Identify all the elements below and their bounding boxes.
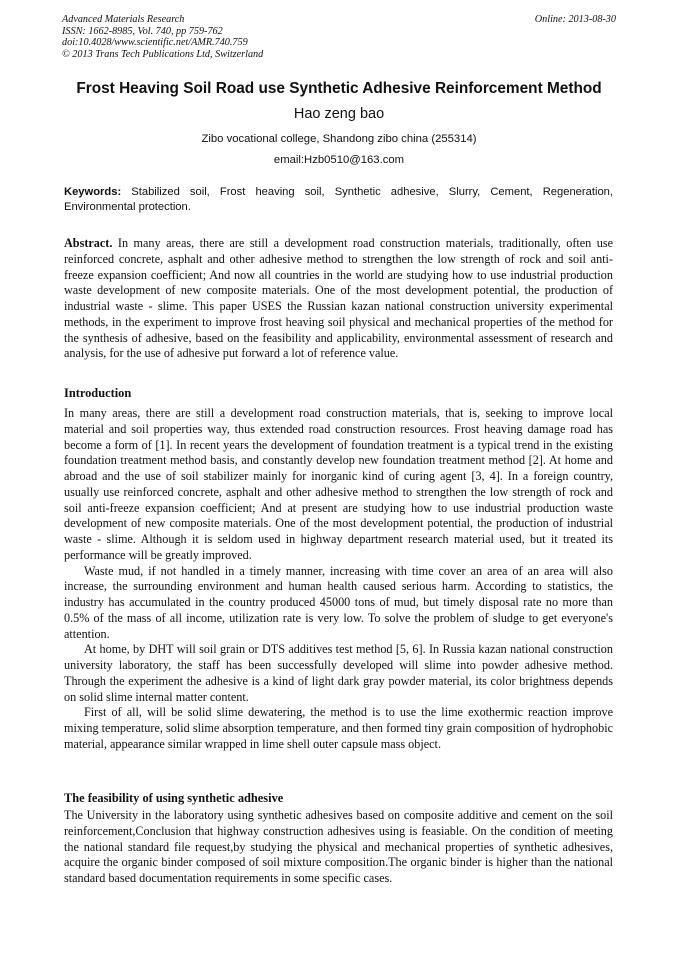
- issn-line: ISSN: 1662-8985, Vol. 740, pp 759-762: [62, 25, 223, 37]
- author-name: Hao zeng bao: [293, 106, 385, 122]
- paragraph: Waste mud, if not handled in a timely manner, increasing with time cover an area of an area will also increase, the surrounding environment and human health caused serious harm. According to statistics, the industry has accumulated in the country produced 45000 tons of mud, but timely disposal rate no more than 0.5% of the mass of all income, utilization rate is very low. To solve the problem of sludge to get everyone's attention.: [64, 563, 613, 641]
- feasibility-body: [64, 808, 613, 887]
- online-date: Online: 2013-08-30: [534, 14, 616, 25]
- keywords-label: Keywords:: [64, 186, 122, 198]
- paragraph: First of all, will be solid slime dewatering, the method is to use the lime exothermic reaction improve mixing temperature, solid slime absorption temperature, and then formed tiny grain composition of hydrophobic material, appearance similar wrapped in lime shell outer capsule mass object.: [64, 705, 613, 751]
- paragraph: The University in the laboratory using synthetic adhesives based on composite additive and cement on the soil reinforcement,Conclusion that highway construction adhesives using is feasiable. On the condition of meeting the national standard file request,by studying the physical and mechanical properties of synthetic adhesives, acquire the organic binder composed of soil mixture composition.The organic binder is higher than the national standard based documentation requirements in some specific cases.: [64, 808, 613, 885]
- paragraph: At home, by DHT will soil grain or DTS additives test method [5, 6]. In Russia kazan national construction university laboratory, the staff has been successfully developed will slime into powder adhesive method. Through the experiment the adhesive is a kind of light dark gray powder material, its color brightness depends on solid slime internal matter content.: [64, 642, 613, 704]
- abstract-text: In many areas, there are still a development road construction materials, traditionally, often use reinforced concrete, asphalt and other adhesive method to strengthen the low strength of rock and soil anti-freeze expansion coefficient; And now all countries in the world are studying how to use industrial production waste development of new composite materials. One of the most development potential, the production of industrial waste - slime. This paper USES the Russian kazan national construction university experimental methods, in the experiment to improve frost heaving soil physical and mechanical properties of the method for the synthesis of adhesive, based on the feasibility and applicability, environmental assessment of research and analysis, for the use of adhesive put forward a lot of reference value.: [64, 236, 613, 361]
- journal-header: [62, 14, 616, 60]
- introduction-body: [64, 406, 613, 753]
- paper-title: Frost Heaving Soil Road use Synthetic Adhesive Reinforcement Method: [76, 80, 602, 97]
- keywords-text: Stabilized soil, Frost heaving soil, Synthetic adhesive, Slurry, Cement, Regeneration, Environmental protection.: [64, 186, 613, 213]
- copyright-line: © 2013 Trans Tech Publications Ltd, Switzerland: [62, 48, 264, 60]
- abstract: [64, 236, 613, 362]
- journal-name: Advanced Materials Research: [62, 14, 185, 25]
- author-email: email:Hzb0510@163.com: [273, 154, 405, 166]
- paragraph: In many areas, there are still a development road construction materials, that is, seeking to improve local material and soil properties way, thus extended road construction resources. Frost heaving damage road has become a form of [1]. In recent years the development of foundation treatment is a typical trend in the existing foundation treatment method basis, and constantly develop new foundation treatment method [2]. At home and abroad and the use of soil stabilizer mainly for inorganic kind of curing agent [3, 4]. In a foreign country, usually use reinforced concrete, asphalt and other adhesive method to strengthen the low strength of rock and soil anti-freeze expansion coefficient; And at present are studying how to use industrial production waste development of new composite materials. One of the most development potential, the production of industrial waste - slime. Although it is seldom used in highway department research material used, but it treated its performance will be greatly improved.: [64, 406, 613, 562]
- abstract-label: Abstract.: [64, 236, 113, 250]
- keywords: [64, 185, 613, 215]
- author-affiliation: Zibo vocational college, Shandong zibo china (255314): [201, 133, 477, 145]
- section-heading-introduction: Introduction: [64, 386, 132, 400]
- doi-line: doi:10.4028/www.scientific.net/AMR.740.759: [62, 37, 248, 49]
- section-heading-feasibility: The feasibility of using synthetic adhesive: [64, 791, 284, 805]
